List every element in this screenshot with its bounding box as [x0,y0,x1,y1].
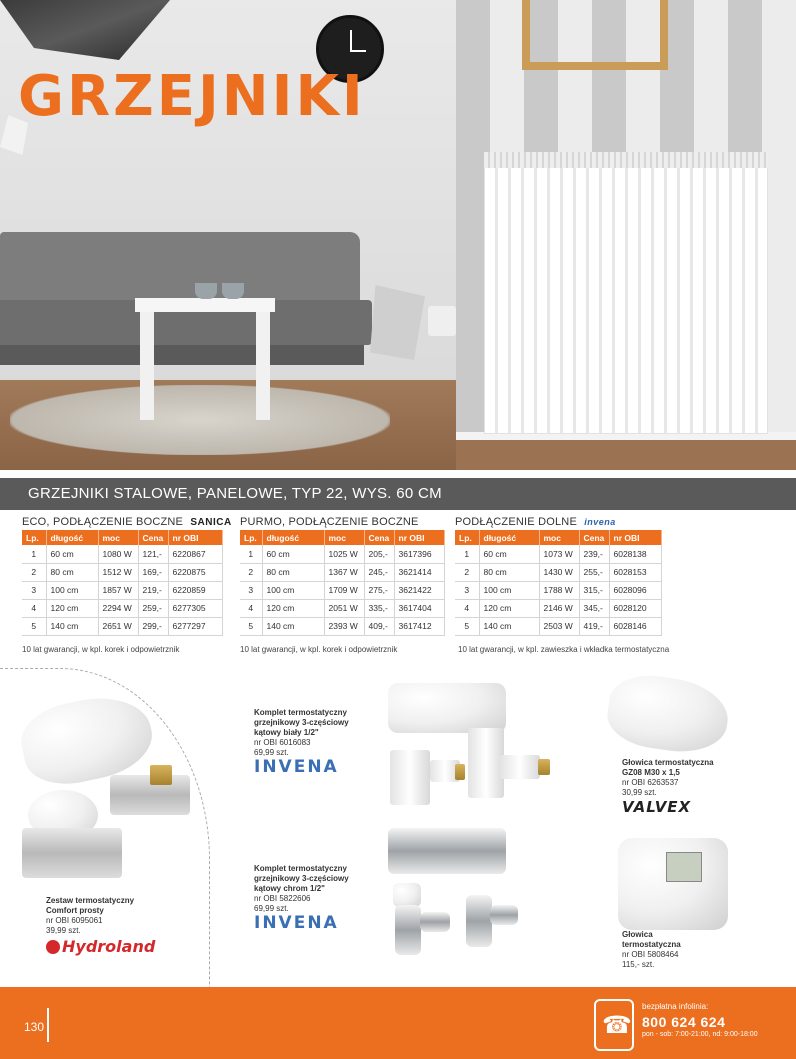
cell: 299,- [138,617,168,635]
cell: 3621414 [394,563,444,581]
col-moc: moc [98,530,138,545]
table-sanica [22,514,232,636]
cell: 2393 W [324,617,364,635]
product-name: Comfort prosty [46,906,104,915]
table-row [22,599,222,617]
product-code: nr OBI 5808464 [622,950,679,959]
cell: 121,- [138,545,168,563]
product-glowica-gz08 [622,758,714,816]
mug [222,283,244,299]
cell: 5 [455,617,479,635]
cell: 345,- [579,599,609,617]
table-heading [22,514,232,530]
radiator-image [484,152,768,434]
product-komplet-chrom [254,864,349,933]
cell: 60 cm [479,545,539,563]
table-row [455,617,661,635]
cell: 2 [455,563,479,581]
table-row [455,599,661,617]
cell: 4 [455,599,479,617]
lcd-display [666,852,702,882]
col-moc: moc [539,530,579,545]
product-table [240,530,445,636]
cell: 1073 W [539,545,579,563]
cell: 275,- [364,581,394,599]
cell: 2503 W [539,617,579,635]
product-price: 115,- szt. [622,960,655,969]
product-code: nr OBI 5822606 [254,894,311,903]
hydroland-icon [46,940,60,954]
cell: 6028120 [609,599,661,617]
cell: 419,- [579,617,609,635]
cell: 3617404 [394,599,444,617]
cell: 6028096 [609,581,661,599]
col-lp: Lp. [455,530,479,545]
table-leg [256,312,270,420]
cell: 140 cm [479,617,539,635]
table-row [455,563,661,581]
cell: 409,- [364,617,394,635]
cell: 2146 W [539,599,579,617]
page-divider [47,1008,49,1042]
table-row [240,581,444,599]
cell: 120 cm [262,599,324,617]
cell: 3 [22,581,46,599]
chrome-pipe [420,912,450,932]
floor-right [456,440,796,470]
hotline-label: bezpłatna infolinia: [642,1002,709,1011]
cell: 60 cm [262,545,324,563]
cell: 80 cm [479,563,539,581]
table-row [240,599,444,617]
product-name: Komplet termostatyczny [254,864,347,873]
col-lp: Lp. [240,530,262,545]
table-heading-text: ECO, PODŁĄCZENIE BOCZNE [22,516,184,528]
product-zestaw [46,896,155,954]
table-purmo [240,514,445,636]
cell: 335,- [364,599,394,617]
product-name: Głowica termostatyczna [622,758,714,767]
angle-valve-chrome-image [395,905,421,955]
side-table [135,298,275,312]
cell: 3621422 [394,581,444,599]
cell: 6028138 [609,545,661,563]
cell: 2294 W [98,599,138,617]
brand-logo-sanica: SANICA [190,517,232,528]
cell: 100 cm [479,581,539,599]
thermostatic-head-white-image [388,683,506,733]
cell: 1709 W [324,581,364,599]
product-name: Zestaw termostatyczny [46,896,135,905]
cell: 1512 W [98,563,138,581]
cell: 80 cm [46,563,98,581]
cell: 3 [455,581,479,599]
table-row [240,563,444,581]
cell: 3 [240,581,262,599]
cell: 205,- [364,545,394,563]
table-row [22,545,222,563]
cell: 1 [455,545,479,563]
cell: 1025 W [324,545,364,563]
cell: 6220859 [168,581,222,599]
cell: 2 [22,563,46,581]
cell: 2051 W [324,599,364,617]
page-number: 130 [24,1020,45,1034]
cell: 259,- [138,599,168,617]
cell: 120 cm [46,599,98,617]
chrome-valve-cap [393,883,421,907]
table-heading-text: PODŁĄCZENIE DOLNE [455,516,577,528]
cell: 60 cm [46,545,98,563]
cell: 1788 W [539,581,579,599]
warranty-note: 10 lat gwarancji, w kpl. zawieszka i wkładka termostatyczna [458,645,670,654]
warranty-note: 10 lat gwarancji, w kpl. korek i odpowietrznik [22,645,180,654]
cell: 5 [22,617,46,635]
table-row [455,581,661,599]
cell: 1430 W [539,563,579,581]
cell: 4 [240,599,262,617]
table-leg [140,312,154,420]
cell: 6028153 [609,563,661,581]
col-nr-obi: nr OBI [609,530,661,545]
cell: 140 cm [262,617,324,635]
return-valve-chrome-image [466,895,492,947]
rug [10,385,390,455]
product-code: nr OBI 6263537 [622,778,679,787]
table-row [22,563,222,581]
product-price: 30,99 szt. [622,788,657,797]
product-komplet-bialy [254,708,349,777]
section-banner: GRZEJNIKI STALOWE, PANELOWE, TYP 22, WYS. 60 CM [0,478,796,510]
table-row [240,545,444,563]
table-header-row [240,530,444,545]
cell: 239,- [579,545,609,563]
cell: 2 [240,563,262,581]
brand-logo-hydroland [46,937,156,956]
hero-image [0,0,796,470]
table-heading [455,514,662,530]
cell: 255,- [579,563,609,581]
brand-logo-invena: INVENA [254,757,339,777]
valve-nut-image [150,765,172,785]
valve-body-image [22,828,122,878]
product-name: grzejnikowy 3-częściowy [254,718,349,727]
table-row [240,617,444,635]
mug [195,283,217,299]
cell: 1367 W [324,563,364,581]
picture-frame [522,0,668,70]
cell: 169,- [138,563,168,581]
warranty-note: 10 lat gwarancji, w kpl. korek i odpowietrznik [240,645,398,654]
product-name: Głowica [622,930,653,939]
page-title: GRZEJNIKI [18,64,366,129]
cell: 3617396 [394,545,444,563]
cell: 6277305 [168,599,222,617]
angle-valve-white-image [390,750,430,805]
cell: 1 [22,545,46,563]
thermostatic-head-gz08-image [604,670,733,758]
cell: 6220875 [168,563,222,581]
cell: 4 [22,599,46,617]
col-dlugosc: długość [262,530,324,545]
table-invena [455,514,662,636]
cell: 5 [240,617,262,635]
brand-name: Hydroland [62,937,156,956]
table-row [22,581,222,599]
speaker [428,306,456,336]
col-lp: Lp. [22,530,46,545]
table-row [22,617,222,635]
table-heading [240,514,445,530]
brand-logo-invena: INVENA [254,913,339,933]
col-dlugosc: długość [479,530,539,545]
table-header-row [455,530,661,545]
table-heading-text: PURMO, PODŁĄCZENIE BOCZNE [240,516,419,528]
cell: 2651 W [98,617,138,635]
brass-fitting [538,759,550,775]
product-name: kątowy biały 1/2" [254,728,319,737]
phone-icon: ☎ [602,1012,632,1039]
chrome-pipe [490,905,518,925]
product-price: 69,99 szt. [254,748,289,757]
product-code: nr OBI 6095061 [46,916,103,925]
cell: 3617412 [394,617,444,635]
radiator-grille [484,152,768,168]
cell: 1857 W [98,581,138,599]
cell: 315,- [579,581,609,599]
hotline-hours: pon - sob: 7:00-21:00, nd: 9:00-18:00 [642,1031,758,1038]
thermostatic-head-chrome-image [388,828,506,874]
sofa-base [0,345,364,365]
cell: 120 cm [479,599,539,617]
col-nr-obi: nr OBI [394,530,444,545]
product-table [22,530,223,636]
cell: 245,- [364,563,394,581]
col-moc: moc [324,530,364,545]
cell: 219,- [138,581,168,599]
return-valve-white-image [468,728,504,798]
cell: 6220867 [168,545,222,563]
col-cena: Cena [579,530,609,545]
col-cena: Cena [138,530,168,545]
table-header-row [22,530,222,545]
product-table [455,530,662,636]
cell: 6277297 [168,617,222,635]
product-name: grzejnikowy 3-częściowy [254,874,349,883]
col-cena: Cena [364,530,394,545]
brand-logo-valvex: VALVEX [622,798,692,816]
product-name: kątowy chrom 1/2" [254,884,325,893]
cell: 80 cm [262,563,324,581]
brand-logo-invena: invena [584,517,616,527]
cell: 100 cm [262,581,324,599]
product-name: termostatyczna [622,940,681,949]
product-price: 39,99 szt. [46,926,81,935]
cell: 1080 W [98,545,138,563]
product-name: GZ08 M30 x 1,5 [622,768,680,777]
cell: 140 cm [46,617,98,635]
cell: 100 cm [46,581,98,599]
cell: 1 [240,545,262,563]
product-glowica [622,930,681,970]
col-nr-obi: nr OBI [168,530,222,545]
brass-fitting [455,764,465,780]
col-dlugosc: długość [46,530,98,545]
sofa-back [0,232,360,302]
cell: 6028146 [609,617,661,635]
table-row [455,545,661,563]
hotline-number[interactable]: 800 624 624 [642,1014,726,1030]
product-name: Komplet termostatyczny [254,708,347,717]
product-code: nr OBI 6016083 [254,738,311,747]
product-price: 69,99 szt. [254,904,289,913]
return-pipe-white [500,755,540,779]
